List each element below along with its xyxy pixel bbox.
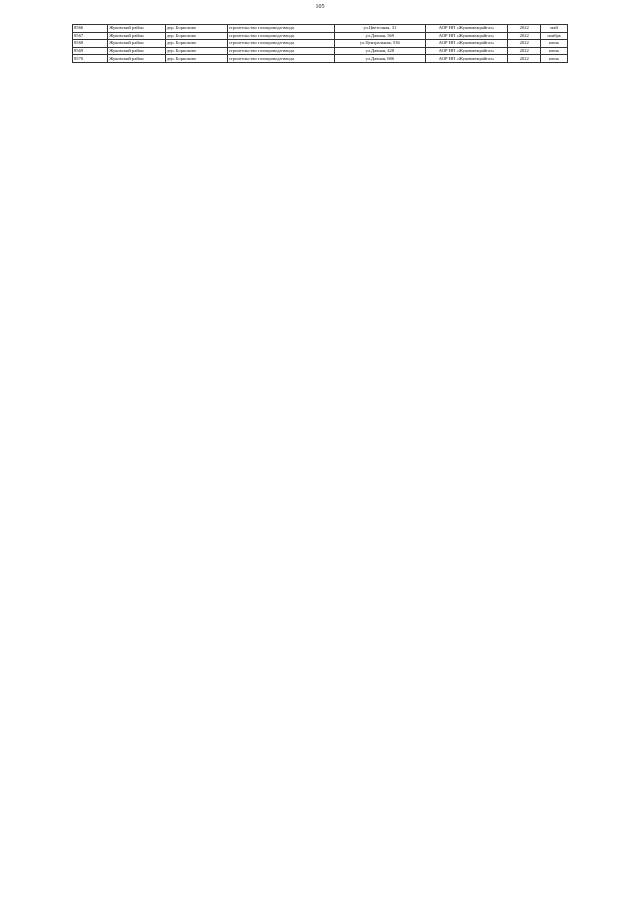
- page-number: 105: [315, 4, 325, 10]
- settlement-cell: дер. Борисково: [165, 32, 227, 40]
- table-row: [73, 47, 568, 55]
- row-number: 8568: [73, 40, 108, 48]
- organization-cell: АОР НП «Жуковмежрайгаз»: [425, 40, 508, 48]
- year-cell: 2022: [508, 40, 541, 48]
- year-cell: 2022: [508, 47, 541, 55]
- register-table: [72, 24, 568, 63]
- row-number: 8566: [73, 25, 108, 33]
- settlement-cell: дер. Борисково: [165, 40, 227, 48]
- address-cell: ул.Цветочная, 31: [334, 25, 425, 33]
- work-type-cell: строительство газопровода-ввода: [227, 47, 334, 55]
- month-cell: июль: [541, 40, 568, 48]
- table-row: [73, 32, 568, 40]
- year-cell: 2022: [508, 32, 541, 40]
- district-cell: Жуковский район: [108, 40, 166, 48]
- organization-cell: АОР НП «Жуковмежрайгаз»: [425, 55, 508, 63]
- month-cell: июль: [541, 55, 568, 63]
- district-cell: Жуковский район: [108, 32, 166, 40]
- address-cell: ул.Дачная, 428: [334, 47, 425, 55]
- organization-cell: АОР НП «Жуковмежрайгаз»: [425, 32, 508, 40]
- work-type-cell: строительство газопровода-ввода: [227, 40, 334, 48]
- address-cell: ул.Дачная, 686: [334, 55, 425, 63]
- table-row: [73, 25, 568, 33]
- month-cell: май: [541, 25, 568, 33]
- district-cell: Жуковский район: [108, 55, 166, 63]
- address-cell: ул.Центральная, 536: [334, 40, 425, 48]
- year-cell: 2022: [508, 55, 541, 63]
- organization-cell: АОР НП «Жуковмежрайгаз»: [425, 25, 508, 33]
- address-cell: ул.Дачная, 569: [334, 32, 425, 40]
- district-cell: Жуковский район: [108, 25, 166, 33]
- row-number: 8569: [73, 47, 108, 55]
- organization-cell: АОР НП «Жуковмежрайгаз»: [425, 47, 508, 55]
- settlement-cell: дер. Борисково: [165, 25, 227, 33]
- work-type-cell: строительство газопровода-ввода: [227, 55, 334, 63]
- month-cell: ноябрь: [541, 32, 568, 40]
- register-table-body: [73, 25, 568, 63]
- settlement-cell: дер. Борисково: [165, 47, 227, 55]
- work-type-cell: строительство газопровода-ввода: [227, 32, 334, 40]
- settlement-cell: дер. Борисково: [165, 55, 227, 63]
- month-cell: июль: [541, 47, 568, 55]
- work-type-cell: строительство газопровода-ввода: [227, 25, 334, 33]
- table-row: [73, 55, 568, 63]
- year-cell: 2022: [508, 25, 541, 33]
- table-row: [73, 40, 568, 48]
- row-number: 8570: [73, 55, 108, 63]
- district-cell: Жуковский район: [108, 47, 166, 55]
- row-number: 8567: [73, 32, 108, 40]
